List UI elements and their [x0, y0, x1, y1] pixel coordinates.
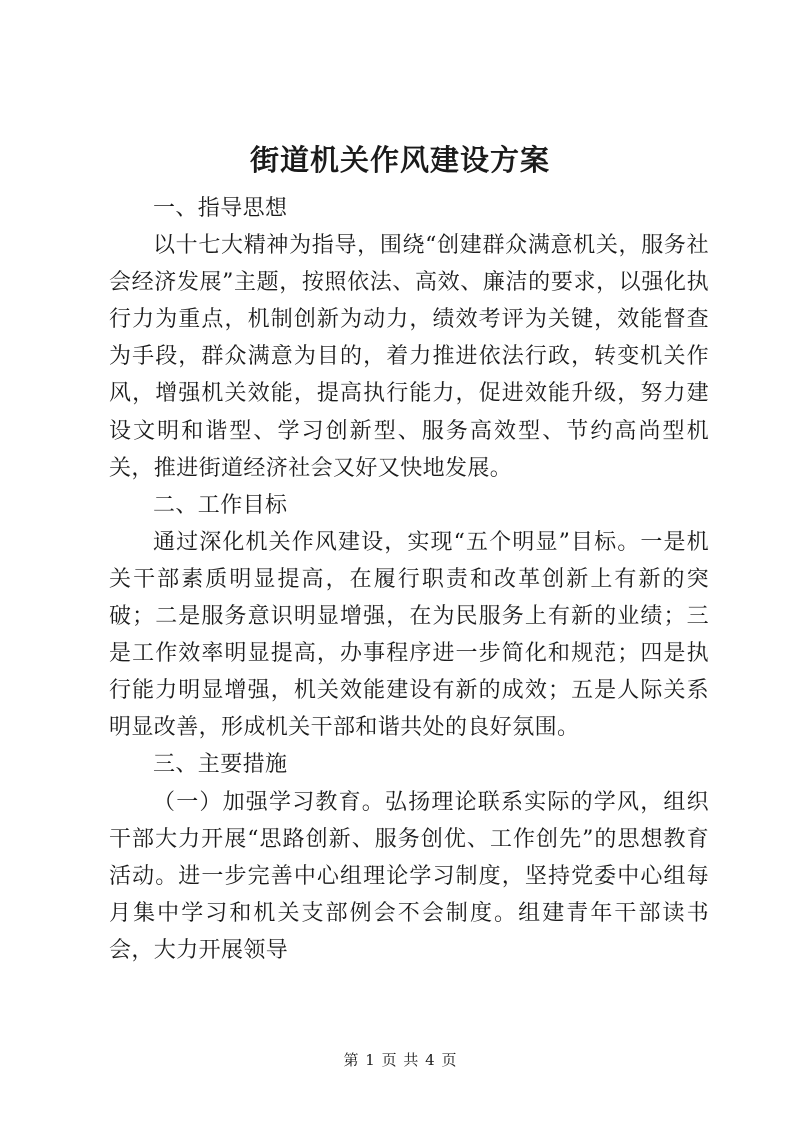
document-body	[109, 190, 709, 969]
document-title: 街道机关作风建设方案	[249, 143, 550, 177]
paragraph-guiding-thought: 以十七大精神为指导，围绕“创建群众满意机关，服务社会经济发展”主题，按照依法、高效、廉洁的要求，以强化执行力为重点，机制创新为动力，绩效考评为关键，效能督查为手段，群众满意为目的，着力推进依法行政，转变机关作风，增强机关效能，提高执行能力，促进效能升级，努力建设文明和谐型、学习创新型、服务高效型、节约高尚型机关，推进街道经济社会又好又快地发展。	[109, 233, 709, 481]
page-number-footer: 第 1 页 共 4 页	[343, 1051, 457, 1069]
paragraph-main-measures: （一）加强学习教育。弘扬理论联系实际的学风，组织干部大力开展“思路创新、服务创优、工作创先”的思想教育活动。进一步完善中心组理论学习制度，坚持党委中心组每月集中学习和机关支部例会不会制度。组建青年干部读书会，大力开展领导	[109, 789, 709, 963]
section-heading-work-goals: 二、工作目标	[153, 492, 288, 518]
section-heading-main-measures: 三、主要措施	[153, 752, 288, 778]
paragraph-work-goals: 通过深化机关作风建设，实现“五个明显”目标。一是机关干部素质明显提高，在履行职责和改革创新上有新的突破；二是服务意识明显增强，在为民服务上有新的业绩；三是工作效率明显提高，办事程序进一步简化和规范；四是执行能力明显增强，机关效能建设有新的成效；五是人际关系明显改善，形成机关干部和谐共处的良好氛围。	[109, 529, 709, 741]
section-heading-guiding-thought: 一、指导思想	[153, 196, 288, 221]
